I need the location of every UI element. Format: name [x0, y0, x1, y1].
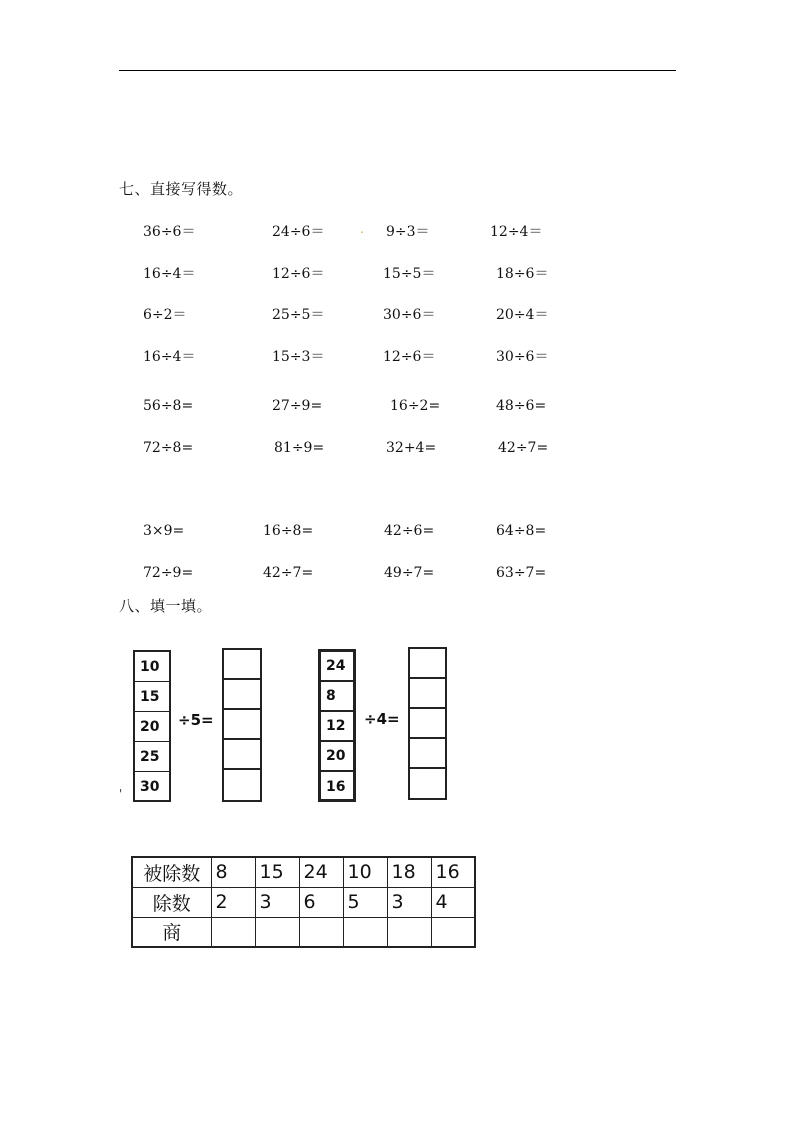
equation: 64÷8=: [496, 523, 547, 539]
operator-divide-5: ÷5=: [178, 711, 214, 729]
dividend-cell: 15: [255, 857, 299, 887]
answer-box[interactable]: [410, 649, 445, 679]
number-cell: 20: [321, 742, 353, 772]
equation: 30÷6＝: [383, 307, 436, 323]
divisor-cell: 5: [343, 887, 387, 917]
equation: 16÷2=: [390, 398, 441, 414]
equation: 72÷8=: [143, 440, 194, 456]
quotient-answer-cell[interactable]: [431, 917, 475, 947]
equation: 32+4=: [386, 440, 437, 456]
equation: 42÷7=: [498, 440, 549, 456]
answer-column-1: [222, 648, 262, 802]
equation: 12÷6＝: [272, 266, 325, 282]
divisor-cell: 4: [431, 887, 475, 917]
quotient-answer-cell[interactable]: [299, 917, 343, 947]
equation: 42÷7=: [263, 565, 314, 581]
answer-column-2: [408, 647, 447, 800]
number-cell: 8: [321, 682, 353, 712]
equation: 48÷6=: [496, 398, 547, 414]
equation: 49÷7=: [384, 565, 435, 581]
equation: 3×9=: [143, 523, 185, 539]
number-column-2: [318, 649, 356, 802]
quotient-answer-cell[interactable]: [255, 917, 299, 947]
equation: 12÷4＝: [490, 224, 543, 240]
dividend-cell: 18: [387, 857, 431, 887]
dividend-cell: 8: [211, 857, 255, 887]
equation: 72÷9=: [143, 565, 194, 581]
number-cell: 24: [321, 652, 353, 682]
quotient-answer-cell[interactable]: [343, 917, 387, 947]
answer-box[interactable]: [410, 709, 445, 739]
equation: 6÷2＝: [143, 307, 187, 323]
number-cell: 10: [135, 652, 169, 682]
equation: 27÷9=: [272, 398, 323, 414]
table-row-dividend: [132, 857, 475, 887]
equation: 56÷8=: [143, 398, 194, 414]
answer-box[interactable]: [410, 679, 445, 709]
operator-divide-4: ÷4=: [364, 710, 400, 728]
divisor-cell: 6: [299, 887, 343, 917]
number-column-1: [133, 650, 171, 802]
section-8-title: 八、填一填。: [119, 597, 213, 615]
header-rule: [119, 70, 676, 71]
answer-box[interactable]: [224, 740, 260, 770]
table-row-divisor: [132, 887, 475, 917]
number-cell: 30: [140, 779, 160, 795]
equation: 20÷4＝: [496, 307, 549, 323]
answer-box[interactable]: [224, 770, 260, 800]
answer-box[interactable]: [410, 769, 445, 799]
table-row-quotient: [132, 917, 475, 947]
division-table: [131, 856, 476, 948]
divisor-cell: 2: [211, 887, 255, 917]
stray-mark: ': [119, 787, 123, 801]
answer-box[interactable]: [224, 680, 260, 710]
dividend-cell: 10: [343, 857, 387, 887]
equation: 36÷6＝: [143, 224, 196, 240]
answer-box[interactable]: [410, 739, 445, 769]
equation: 16÷4＝: [143, 349, 196, 365]
dividend-cell: 16: [431, 857, 475, 887]
equation: 18÷6＝: [496, 266, 549, 282]
number-cell: 12: [321, 712, 353, 742]
equation: 25÷5＝: [272, 307, 325, 323]
divisor-cell: 3: [387, 887, 431, 917]
equation: 15÷3＝: [272, 349, 325, 365]
equation: 63÷7=: [496, 565, 547, 581]
number-cell: 16: [326, 779, 346, 795]
quotient-answer-cell[interactable]: [387, 917, 431, 947]
equation: 15÷5＝: [383, 266, 436, 282]
number-cell: 20: [135, 712, 169, 742]
equation: 30÷6＝: [496, 349, 549, 365]
quotient-answer-cell[interactable]: [211, 917, 255, 947]
answer-box[interactable]: [224, 650, 260, 680]
stray-dot: .: [360, 222, 364, 236]
dividend-cell: 24: [299, 857, 343, 887]
equation: 16÷8=: [263, 523, 314, 539]
equation: 9÷3＝: [386, 224, 430, 240]
divisor-cell: 3: [255, 887, 299, 917]
equation: 81÷9=: [274, 440, 325, 456]
header-quotient: 商: [132, 917, 211, 947]
equation: 24÷6＝: [272, 224, 325, 240]
section-7-title: 七、直接写得数。: [119, 180, 244, 198]
number-cell: 15: [135, 682, 169, 712]
equation: 16÷4＝: [143, 266, 196, 282]
equation: 12÷6＝: [383, 349, 436, 365]
answer-box[interactable]: [224, 710, 260, 740]
header-dividend: 被除数: [132, 857, 211, 887]
header-divisor: 除数: [132, 887, 211, 917]
number-cell: 25: [135, 742, 169, 772]
equation: 42÷6=: [384, 523, 435, 539]
